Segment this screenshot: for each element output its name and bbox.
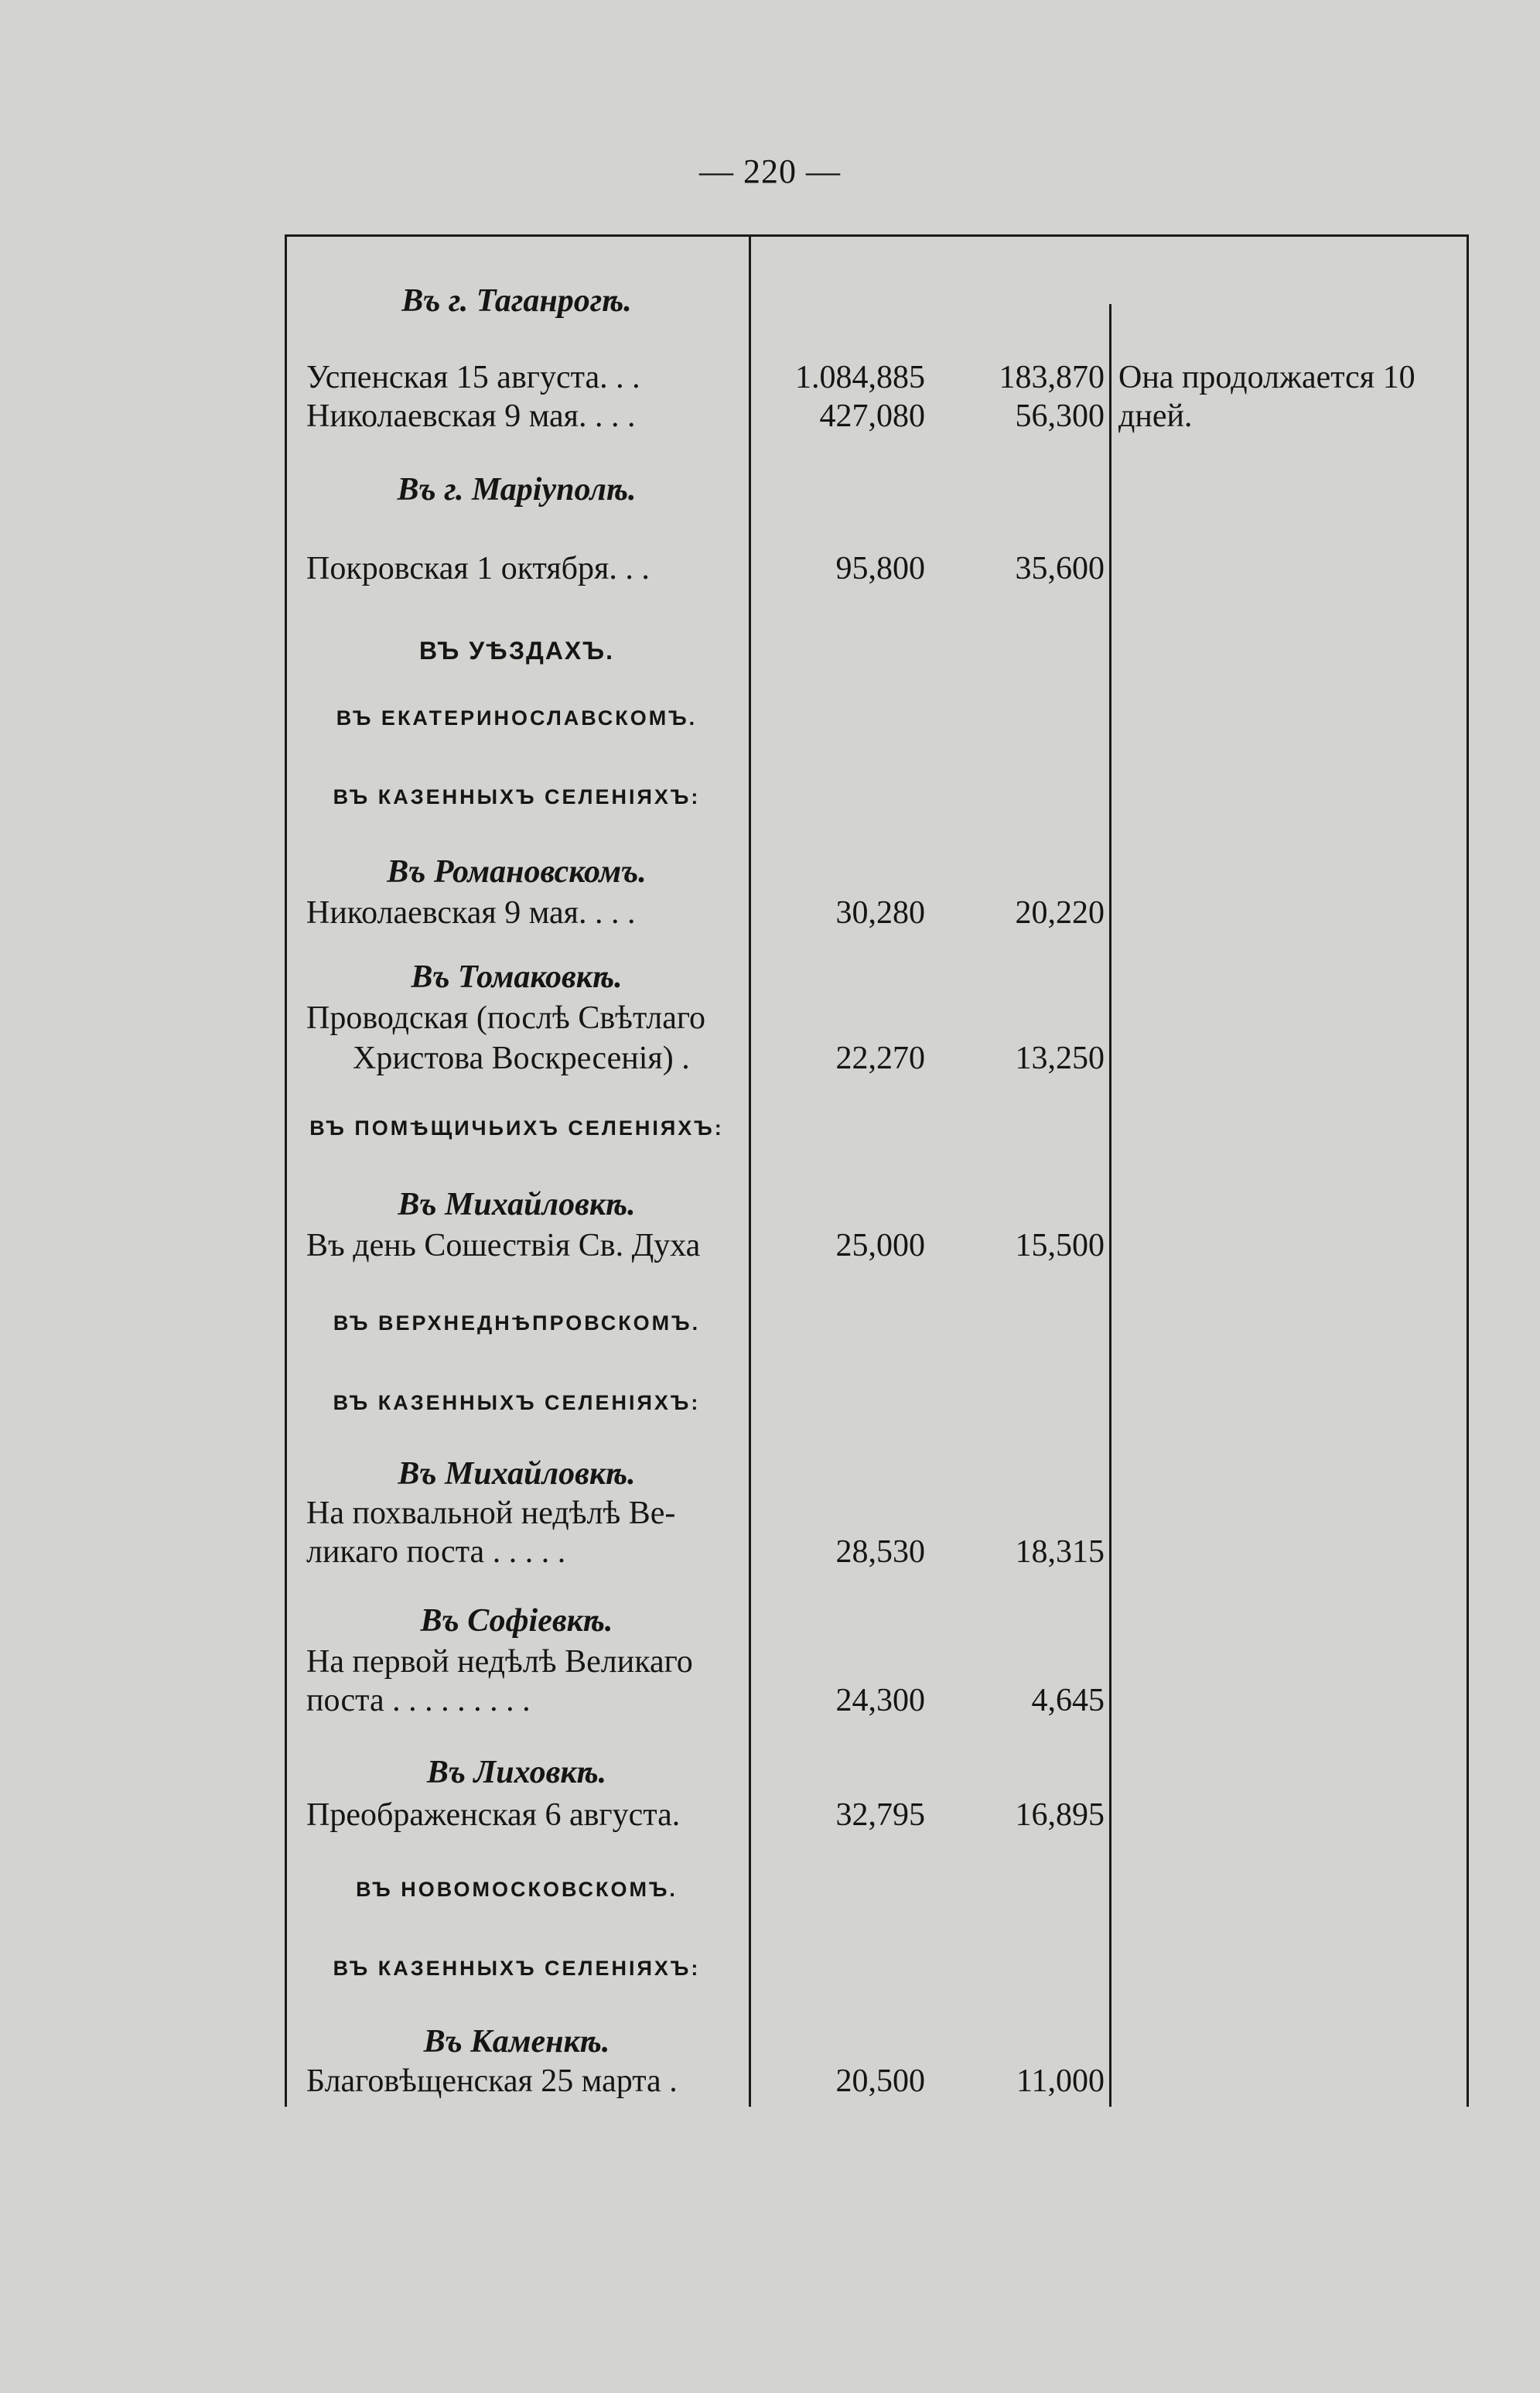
city-heading: Въ г. Таганрогѣ. xyxy=(401,283,632,319)
fair-name: На похвальной недѣлѣ Ве- xyxy=(306,1496,676,1531)
fair-name: На первой недѣлѣ Великаго xyxy=(306,1644,693,1680)
district-heading: ВЪ ЕКАТЕРИНОСЛАВСКОМЪ. xyxy=(336,706,698,730)
fairs-table xyxy=(285,234,1468,2107)
fair-value-b: 18,315 xyxy=(1015,1534,1105,1570)
fair-name: Успенская 15 августа. . . xyxy=(306,360,640,395)
subsection-heading: ВЪ КАЗЕННЫХЪ СЕЛЕНІЯХЪ: xyxy=(333,1391,701,1414)
fair-name-continued: поста . . . . . . . . . xyxy=(306,1683,531,1718)
fair-value-b: 16,895 xyxy=(1015,1797,1105,1833)
column-rule-right xyxy=(1467,234,1469,2107)
fair-name: Благовѣщенская 25 марта . xyxy=(306,2063,678,2099)
fair-value-a: 32,795 xyxy=(835,1797,925,1833)
fair-value-a: 30,280 xyxy=(835,895,925,931)
fair-name: Николаевская 9 мая. . . . xyxy=(306,398,636,434)
fair-value-a: 25,000 xyxy=(835,1228,925,1263)
fair-value-a: 20,500 xyxy=(835,2063,925,2099)
page-number: — 220 — xyxy=(699,152,841,190)
fair-value-b: 56,300 xyxy=(1015,398,1105,434)
city-heading: Въ Лиховкѣ. xyxy=(426,1755,607,1790)
fair-name: Николаевская 9 мая. . . . xyxy=(306,895,636,931)
fair-value-a: 427,080 xyxy=(819,398,925,434)
fair-name: Въ день Сошествія Св. Духа xyxy=(306,1228,701,1263)
fair-name-continued: Христова Воскресенія) . xyxy=(353,1041,690,1076)
district-heading: ВЪ ВЕРХНЕДНѢПРОВСКОМЪ. xyxy=(333,1311,701,1335)
fair-value-b: 15,500 xyxy=(1015,1228,1105,1263)
fair-value-a: 22,270 xyxy=(835,1041,925,1076)
subsection-heading: ВЪ КАЗЕННЫХЪ СЕЛЕНІЯХЪ: xyxy=(333,1957,701,1980)
city-heading: Въ Михайловкѣ. xyxy=(398,1187,636,1222)
fair-name: Проводская (послѣ Свѣтлаго xyxy=(306,1000,706,1036)
subsection-heading: ВЪ КАЗЕННЫХЪ СЕЛЕНІЯХЪ: xyxy=(333,785,701,808)
fair-value-a: 95,800 xyxy=(835,551,925,586)
fair-value-b: 20,220 xyxy=(1015,895,1105,931)
district-heading: ВЪ НОВОМОСКОВСКОМЪ. xyxy=(356,1878,678,1901)
fair-value-a: 24,300 xyxy=(835,1683,925,1718)
fair-name: Покровская 1 октября. . . xyxy=(306,551,650,586)
column-rule-values xyxy=(1109,304,1111,2107)
fair-value-a: 28,530 xyxy=(835,1534,925,1570)
city-heading: Въ Томаковкѣ. xyxy=(411,959,623,995)
fair-value-b: 11,000 xyxy=(1016,2063,1105,2099)
city-heading: Въ Михайловкѣ. xyxy=(398,1456,636,1492)
city-heading: Въ Каменкѣ. xyxy=(423,2024,610,2060)
city-heading: Въ Софіевкѣ. xyxy=(420,1603,613,1639)
fair-value-b: 4,645 xyxy=(1031,1683,1105,1718)
fair-note: Она продолжается 10 дней. xyxy=(1118,360,1415,434)
fair-value-b: 35,600 xyxy=(1015,551,1105,586)
fair-name-continued: ликаго поста . . . . . xyxy=(306,1534,566,1570)
fair-name: Преображенская 6 августа. xyxy=(306,1797,681,1833)
fair-value-a: 1.084,885 xyxy=(795,360,925,395)
fair-value-b: 183,870 xyxy=(999,360,1105,395)
column-rule-names xyxy=(749,234,751,2107)
city-heading: Въ г. Маріуполѣ. xyxy=(397,472,637,508)
column-rule-left xyxy=(285,234,287,2107)
subsection-heading: ВЪ ПОМѢЩИЧЬИХЪ СЕЛЕНІЯХЪ: xyxy=(309,1116,724,1140)
city-heading: Въ Романовскомъ. xyxy=(387,854,647,890)
section-heading: ВЪ УѢЗДАХЪ. xyxy=(419,637,614,665)
fair-value-b: 13,250 xyxy=(1015,1041,1105,1076)
table-top-rule xyxy=(285,234,1468,237)
